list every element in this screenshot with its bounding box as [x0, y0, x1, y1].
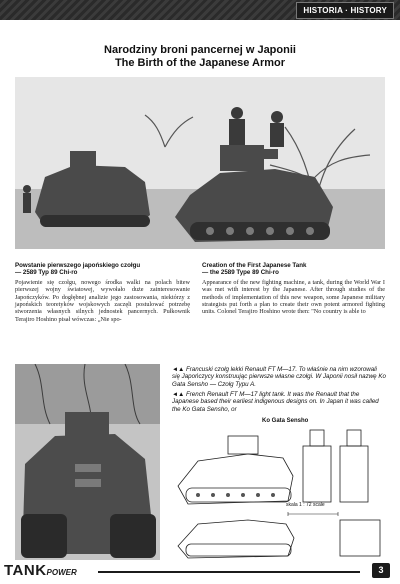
- section-tag: HISTORIA · HISTORY: [296, 2, 394, 19]
- tank-power-logo: [4, 562, 77, 579]
- title-polish: Narodziny broni pancernej w Japonii: [104, 44, 296, 56]
- logo-main: TANK: [4, 562, 47, 579]
- drawing-scale: skala 1 : 72 scale: [286, 502, 325, 508]
- top-photo-tanks: [15, 77, 385, 249]
- photo-caption-english: [172, 391, 386, 413]
- logo-sub: POWER: [46, 568, 77, 577]
- left-body-text: Pojawienie się czołgu, nowego środka walki na polach bitew pierwszej wojny światowej, wywołało duże zainteresowanie Japończyków. Po dogłębnej analizie jego zastosowania, niektórzy z japońskich teoretyków wojskowych zaczęli postulować potrzebę stworzenia własnych silnych jednostek pancernych. Pułkownik Terajiro Hoshino pisał wówczas: „Nie spo-: [15, 278, 190, 323]
- header-strip: [0, 0, 400, 20]
- photo-caption-english-text: French Renault FT M—17 light tank. It was the Renault that the Japanese based their earliest indigenous designs on. In Japan it was called the Ko Gata Sensho, or: [172, 391, 379, 413]
- right-caption-line-1: Creation of the First Japanese Tank: [202, 262, 307, 269]
- left-caption-line-2: — 2589 Typ 89 Chi-ro: [15, 269, 78, 277]
- bottom-photo-renault-ft: [15, 364, 160, 560]
- left-column: [15, 262, 190, 323]
- drawing-title: Ko Gata Sensho: [262, 418, 309, 424]
- photo-caption-polish: [172, 366, 386, 388]
- photo-caption-polish-text: Francuski czołg lekki Renault FT M—17. To właśnie na nim wzorowali się Japończycy konstruując pierwsze własne czołgi. W Japonii nosił nazwę Ko Gata Sensho — Czołg Typu A.: [172, 366, 386, 388]
- technical-drawing: [168, 416, 386, 566]
- page-number: 3: [372, 563, 390, 578]
- title-english: The Birth of the Japanese Armor: [114, 57, 286, 69]
- left-caption-line-1: Powstanie pierwszego japońskiego czołgu: [15, 262, 141, 269]
- caption-arrow-icon: ◄▲: [172, 391, 186, 398]
- right-column: [202, 262, 385, 316]
- footer-rule: [98, 571, 360, 573]
- right-body-text: Appearance of the new fighting machine, a tank, during the World War I was met with interest by the Japanese. After through studies of the methods of implementation of this new weapon, some Japanese military strategists put forth a plan to create their own potent armored fighting units. Colonel Terajiro Hoshino wrote then: "No country is able to: [202, 278, 385, 316]
- caption-arrow-icon: ◄▲: [172, 366, 186, 373]
- right-caption-line-2: — the 2589 Type 89 Chi-ro: [202, 269, 279, 277]
